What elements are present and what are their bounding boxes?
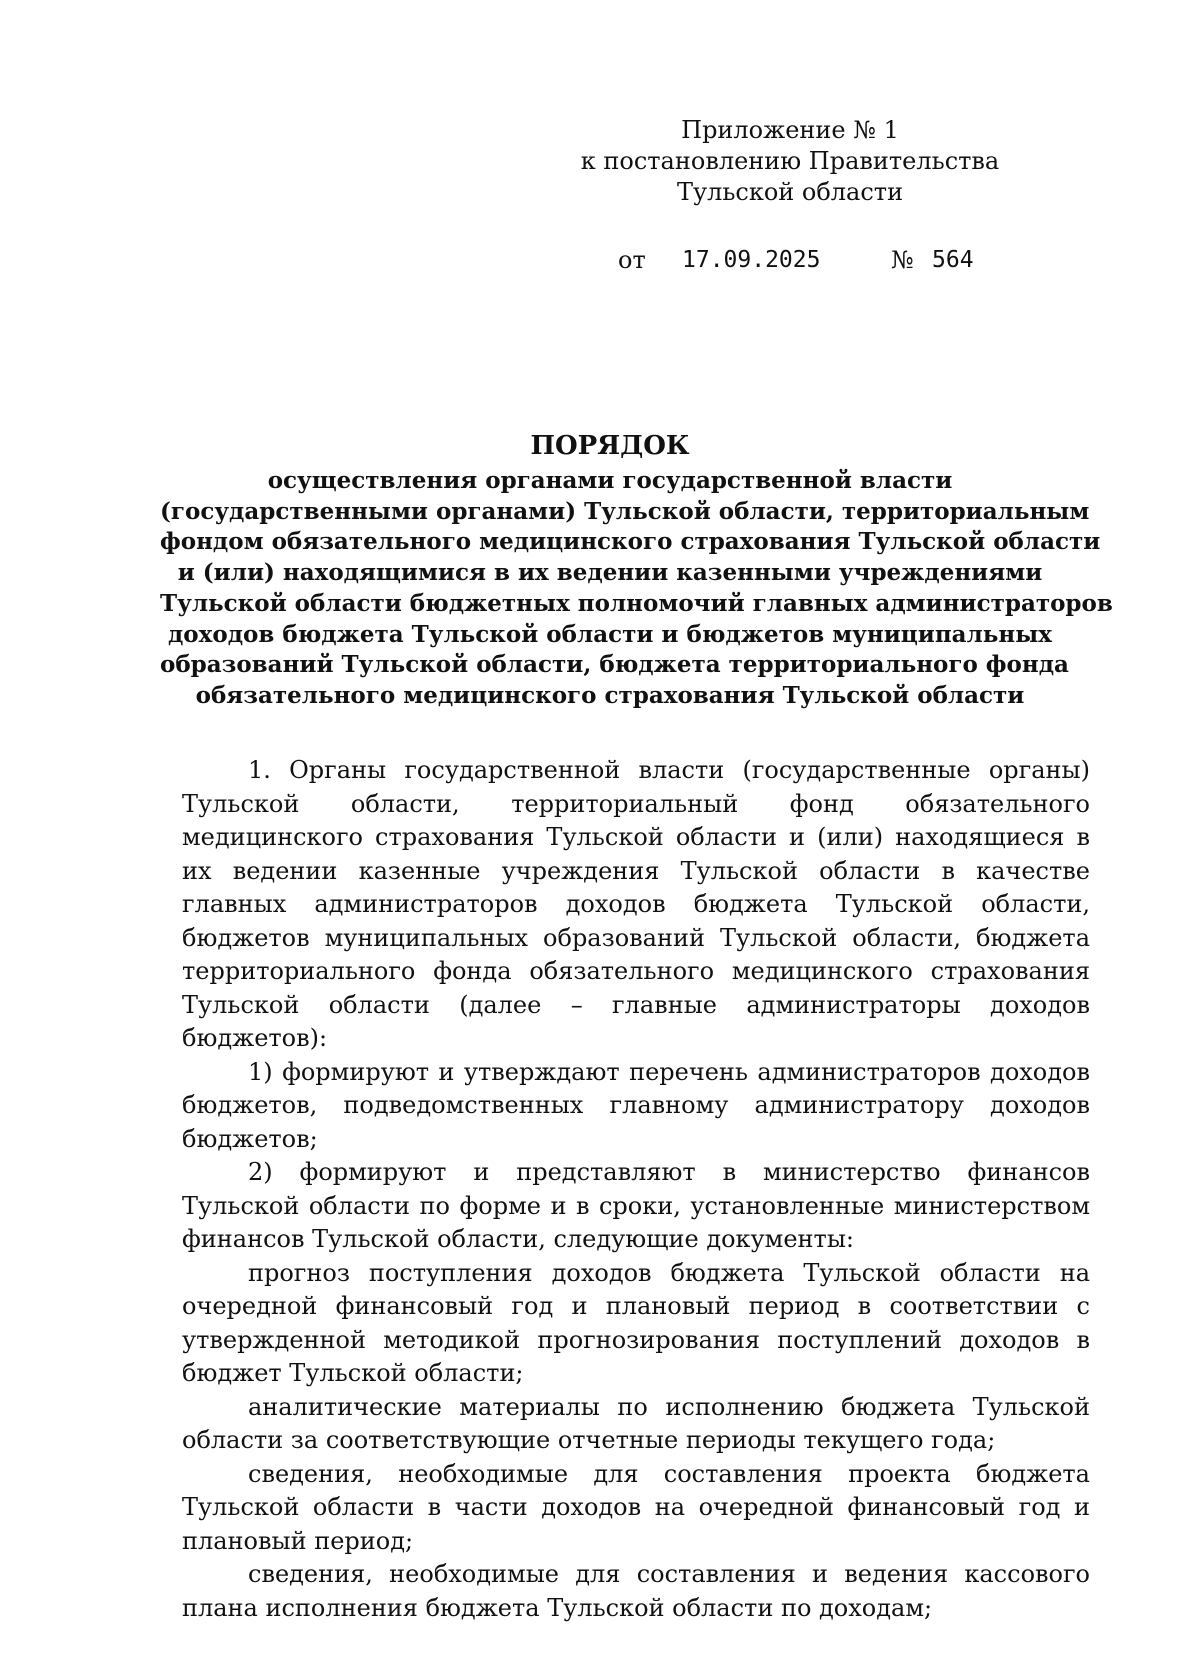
- appendix-line: к постановлению Правительства: [580, 147, 1000, 175]
- decree-number: 564: [932, 247, 974, 273]
- subtitle-line: (государственными органами) Тульской области, территориальным: [160, 497, 1090, 525]
- document-title: ПОРЯДОК: [530, 431, 690, 461]
- body-paragraph: 1) формируют и утверждают перечень администраторов доходов бюджетов, подведомственных главному администратору доходов бюджетов;: [182, 1057, 1090, 1153]
- body-paragraph: сведения, необходимые для составления и ведения кассового плана исполнения бюджета Тульской области по доходам;: [182, 1560, 1090, 1622]
- appendix-header: [560, 115, 1020, 208]
- body-paragraph: сведения, необходимые для составления проекта бюджета Тульской области в части доходов на очередной финансовый год и плановый период;: [182, 1459, 1090, 1555]
- body-paragraph: 1. Органы государственной власти (государственные органы) Тульской области, территориальный фонд обязательного медицинского страхования Тульской области и (или) находящиеся в их ведении казенные учреждения Тульской области в качестве главных администраторов доходов бюджета Тульской области, бюджетов муниципальных образований Тульской области, бюджета территориального фонда обязательного медицинского страхования Тульской области (далее – главные администраторы доходов бюджетов):: [182, 756, 1090, 1052]
- decree-date: 17.09.2025: [682, 247, 821, 273]
- subtitle-line: осуществления органами государственной власти: [267, 467, 953, 494]
- document-subtitle: [160, 466, 1113, 712]
- decree-from-label: от: [618, 246, 646, 274]
- subtitle-line: и (или) находящимися в их ведении казенными учреждениями: [177, 559, 1043, 587]
- document-body: [182, 754, 1090, 1625]
- appendix-line: Приложение № 1: [681, 116, 899, 144]
- subtitle-line: обязательного медицинского страхования Тульской области: [195, 681, 1025, 709]
- subtitle-line: Тульской области бюджетных полномочий главных администраторов: [160, 589, 1113, 617]
- body-paragraph: 2) формируют и представляют в министерство финансов Тульской области по форме и в сроки, установленные министерством финансов Тульской области, следующие документы:: [182, 1158, 1090, 1253]
- subtitle-line: образований Тульской области, бюджета территориального фонда: [160, 651, 1069, 679]
- body-paragraph: прогноз поступления доходов бюджета Тульской области на очередной финансовый год и плановый период в соответствии с утвержденной методикой прогнозирования поступлений доходов в бюджет Тульской области;: [182, 1258, 1090, 1387]
- decree-number-label: №: [891, 246, 914, 274]
- appendix-line: Тульской области: [676, 178, 904, 206]
- subtitle-line: доходов бюджета Тульской области и бюджетов муниципальных: [167, 620, 1053, 648]
- body-paragraph: аналитические материалы по исполнению бюджета Тульской области за соответствующие отчетные периоды текущего года;: [182, 1392, 1090, 1454]
- subtitle-line: фондом обязательного медицинского страхования Тульской области: [160, 528, 1101, 556]
